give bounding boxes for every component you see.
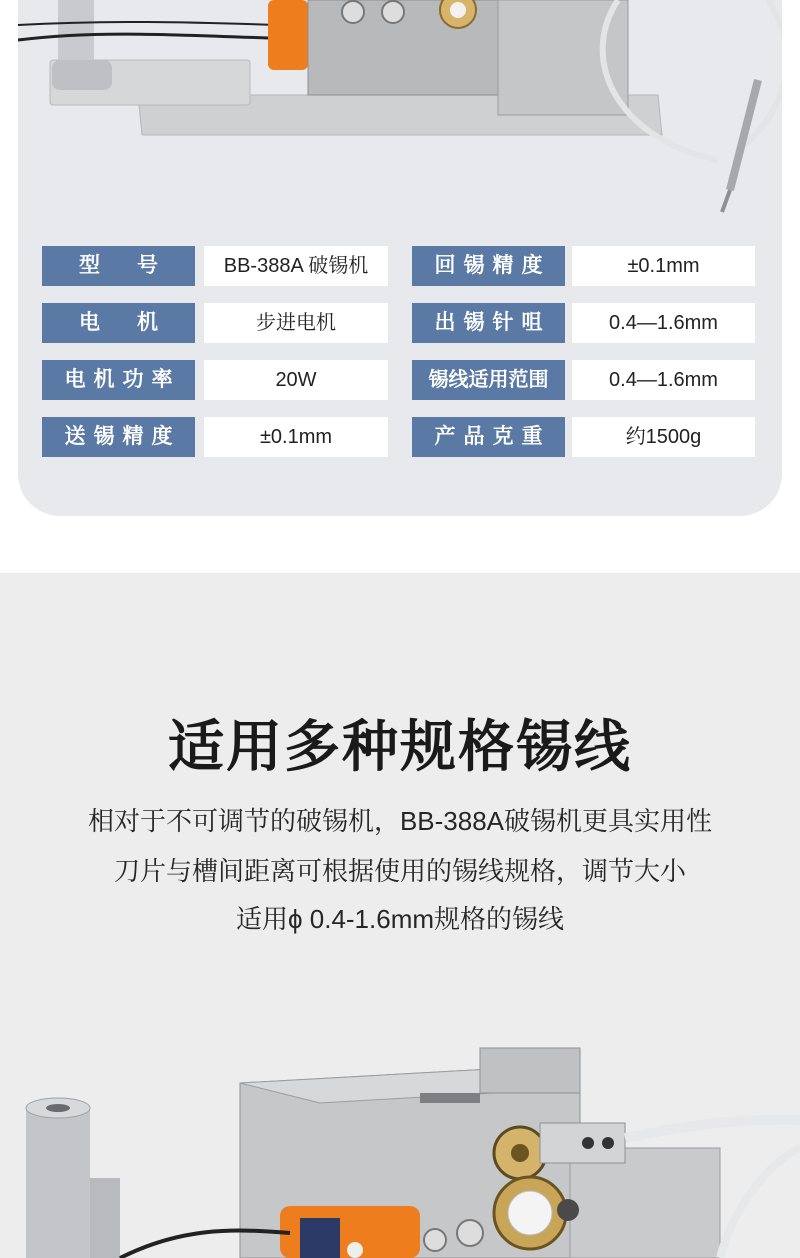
- spec-label-return-accuracy: 回锡精度: [412, 246, 565, 286]
- spec-row: [42, 246, 755, 286]
- spec-card: [18, 0, 782, 516]
- spec-label-model: 型 号: [42, 246, 195, 286]
- spec-value-nozzle: 0.4—1.6mm: [572, 303, 755, 343]
- section-title: 适用多种规格锡线: [168, 715, 632, 778]
- spec-row: [42, 360, 755, 400]
- description-line: 相对于不可调节的破锡机，BB-388A破锡机更具实用性: [87, 806, 713, 836]
- spec-value-model: BB-388A 破锡机: [204, 246, 388, 286]
- spec-value-weight: 约1500g: [572, 417, 755, 457]
- description-line: 刀片与槽间距离可根据使用的锡线规格，调节大小: [113, 856, 686, 886]
- spec-label-motor: 电 机: [42, 303, 195, 343]
- spec-value-motor-power: 20W: [204, 360, 388, 400]
- tin-breaker-machine-image-top: [18, 0, 782, 232]
- spec-label-nozzle: 出锡针咀: [412, 303, 565, 343]
- spec-row: [42, 303, 755, 343]
- feature-section: [0, 573, 800, 1258]
- spec-label-weight: 产品克重: [412, 417, 565, 457]
- description-line: 适用ϕ 0.4-1.6mm规格的锡线: [235, 904, 565, 934]
- spec-label-feed-accuracy: 送锡精度: [42, 417, 195, 457]
- tin-breaker-machine-image-bottom: [0, 1028, 800, 1258]
- spec-label-wire-range: 锡线适用范围: [412, 360, 565, 400]
- spec-value-feed-accuracy: ±0.1mm: [204, 417, 388, 457]
- spec-value-return-accuracy: ±0.1mm: [572, 246, 755, 286]
- spec-label-motor-power: 电机功率: [42, 360, 195, 400]
- spec-value-motor: 步进电机: [204, 303, 388, 343]
- spec-row: [42, 417, 755, 457]
- spec-value-wire-range: 0.4—1.6mm: [572, 360, 755, 400]
